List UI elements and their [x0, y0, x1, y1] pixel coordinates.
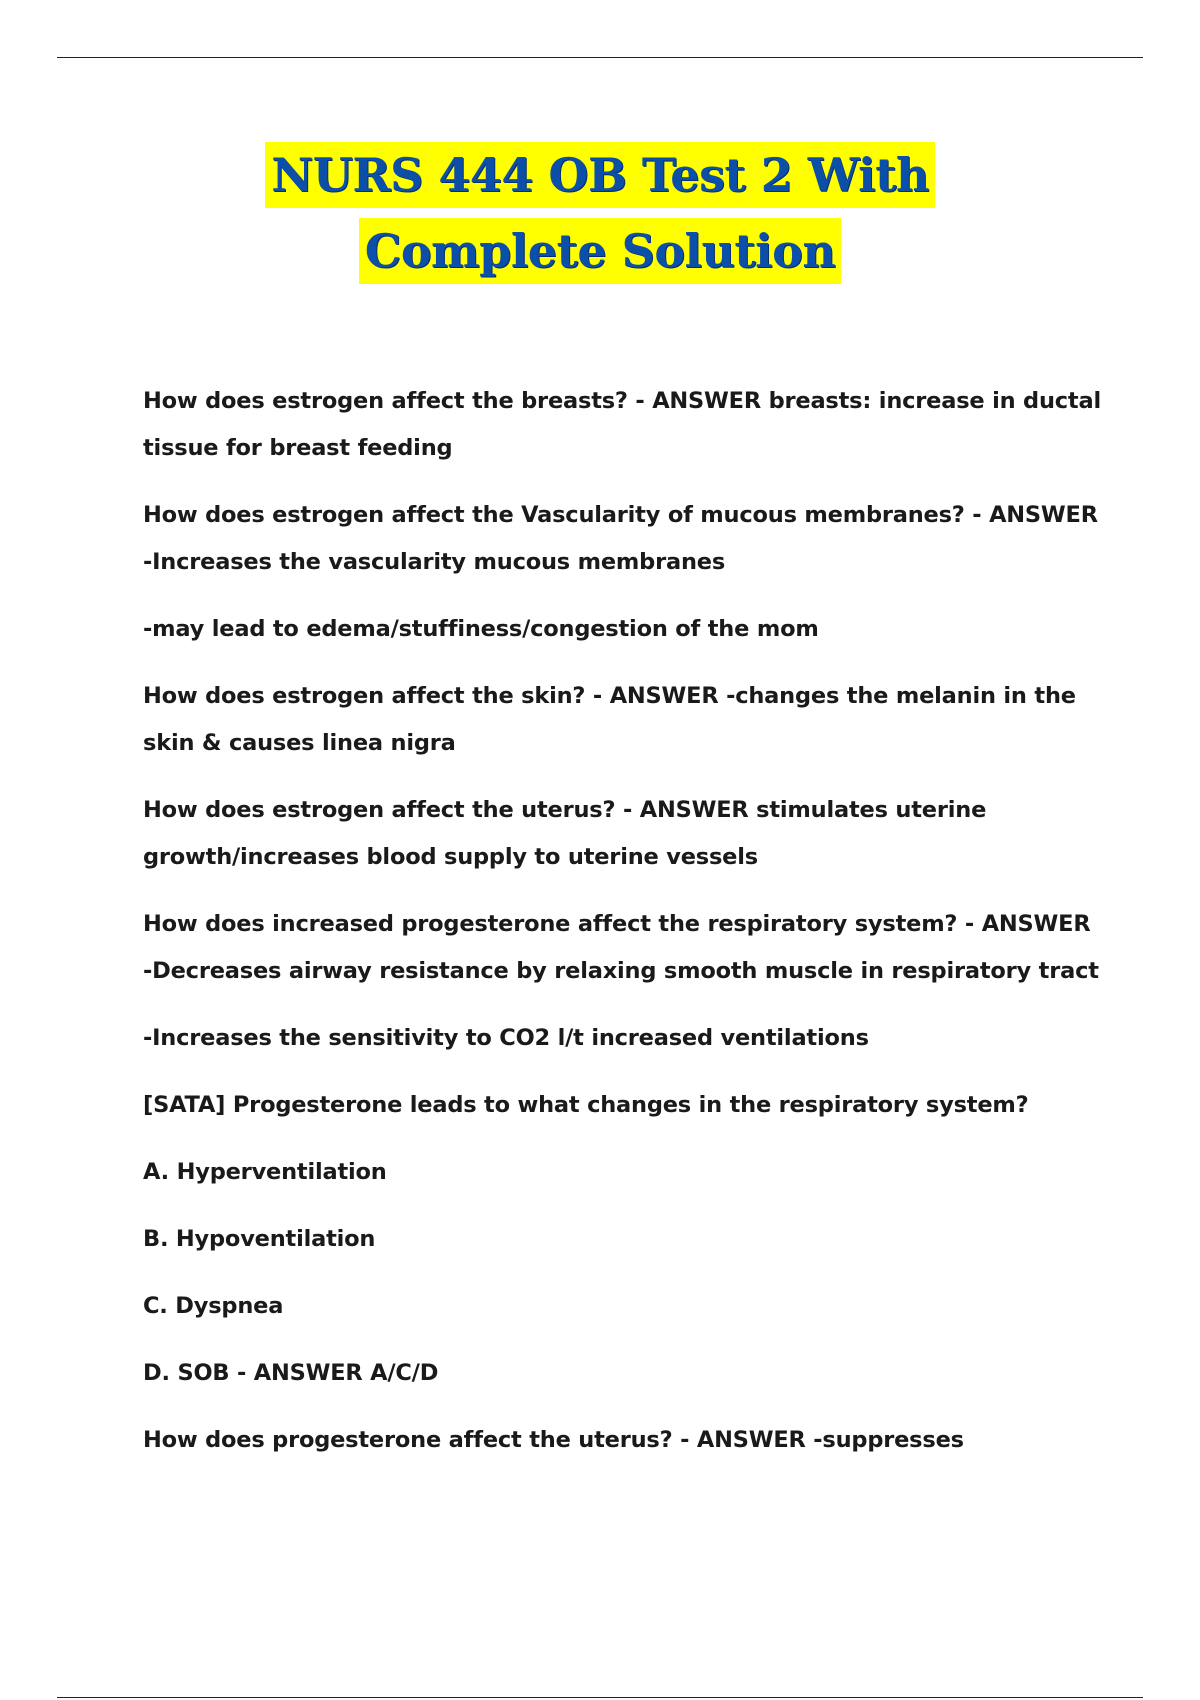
paragraph-estrogen-vascularity: How does estrogen affect the Vascularity of mucous membranes? - ANSWER -Increases the vascularity mucous membranes — [143, 502, 1098, 575]
paragraph-estrogen-breasts: How does estrogen affect the breasts? - ANSWER breasts: increase in ductal tissue for breast feeding — [143, 388, 1101, 461]
paragraph-progesterone-respiratory: How does increased progesterone affect the respiratory system? - ANSWER -Decreases airway resistance by relaxing smooth muscle in respiratory tract — [143, 911, 1099, 984]
paragraph-estrogen-skin: How does estrogen affect the skin? - ANSWER -changes the melanin in the skin & causes linea nigra — [143, 683, 1076, 756]
paragraph-edema: -may lead to edema/stuffiness/congestion of the mom — [143, 616, 819, 642]
title-line-2: Complete Solution — [359, 218, 842, 284]
top-rule — [57, 57, 1143, 58]
option-d-answer: D. SOB - ANSWER A/C/D — [143, 1360, 439, 1386]
document-title — [0, 142, 1200, 284]
option-a: A. Hyperventilation — [143, 1159, 387, 1185]
bottom-rule — [57, 1697, 1143, 1698]
document-body — [143, 378, 1103, 1484]
title-line-1: NURS 444 OB Test 2 With — [265, 142, 935, 208]
paragraph-progesterone-uterus: How does progesterone affect the uterus? - ANSWER -suppresses — [143, 1427, 964, 1453]
option-b: B. Hypoventilation — [143, 1226, 376, 1252]
option-c: C. Dyspnea — [143, 1293, 284, 1319]
paragraph-estrogen-uterus: How does estrogen affect the uterus? - ANSWER stimulates uterine growth/increases blood supply to uterine vessels — [143, 797, 987, 870]
paragraph-co2-sensitivity: -Increases the sensitivity to CO2 l/t increased ventilations — [143, 1025, 869, 1051]
paragraph-sata-question: [SATA] Progesterone leads to what changes in the respiratory system? — [143, 1092, 1029, 1118]
